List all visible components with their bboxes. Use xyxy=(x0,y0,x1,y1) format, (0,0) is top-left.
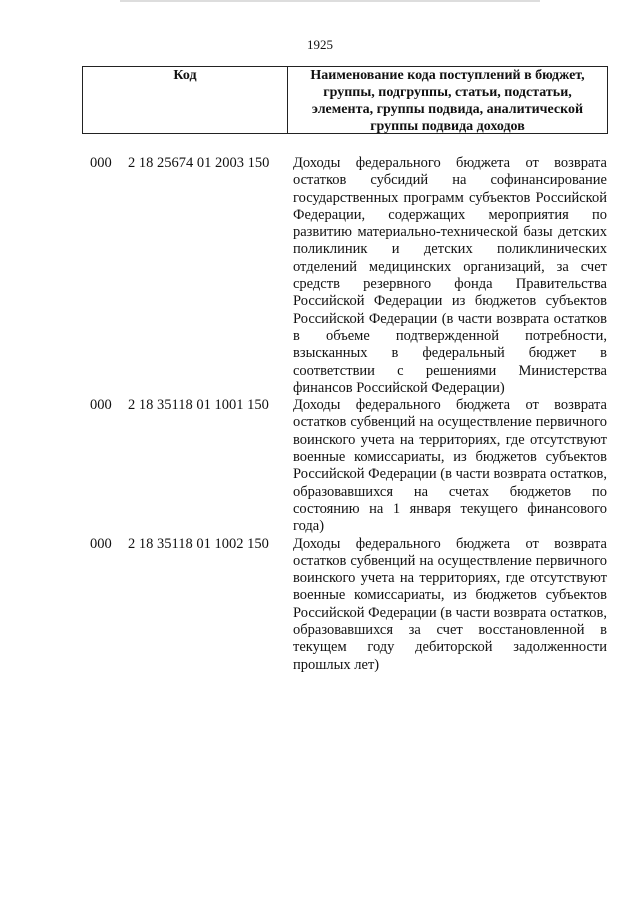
admin-code: 000 xyxy=(90,397,112,414)
revenue-name: Доходы федерального бюджета от возврата остатков субсидий на софинансирование государственных программ субъектов Российской Федерации, содержащих мероприятия по развитию материально-технической базы детских поликлиник и детских поликлинических отделений медицинских организаций, за счет средств резервного фонда Правительства Российской Федерации из бюджетов субъектов Российской Федерации (в части возврата остатков в объеме подтвержденной потребности, взысканных в федеральный бюджет в соответствии с решениями Министерства финансов Российской Федерации) xyxy=(293,155,607,396)
header-name-column: Наименование кода поступлений в бюджет, группы, подгруппы, статьи, подстатьи, элемента, группы подвида, аналитической группы подвида доходов xyxy=(310,68,585,134)
admin-code: 000 xyxy=(90,155,112,171)
revenue-name: Доходы федерального бюджета от возврата остатков субвенций на осуществление первичного воинского учета на территориях, где отсутствуют военные комиссариаты, из бюджетов субъектов Российской Федерации (в части возврата остатков, образовавшихся на счетах бюджетов по состоянию на 1 января текущего финансового года) xyxy=(293,397,607,535)
revenue-name: Доходы федерального бюджета от возврата остатков субвенций на осуществление первичного воинского учета на территориях, где отсутствуют военные комиссариаты, из бюджетов субъектов Российской Федерации (в части возврата остатков, образовавшихся за счет восстановленной в текущем году дебиторской задолженности прошлых лет) xyxy=(293,535,607,673)
header-code-column: Код xyxy=(83,67,288,133)
table-row xyxy=(90,155,610,397)
revenue-code: 2 18 25674 01 2003 150 xyxy=(128,155,270,171)
table-row xyxy=(90,397,610,535)
scan-top-edge xyxy=(120,0,540,2)
table-body xyxy=(90,155,610,674)
page-number: 1925 xyxy=(307,37,333,52)
revenue-code: 2 18 35118 01 1002 150 xyxy=(128,535,269,552)
table-header xyxy=(82,66,608,134)
admin-code: 000 xyxy=(90,535,112,552)
revenue-code: 2 18 35118 01 1001 150 xyxy=(128,397,269,414)
table-row xyxy=(90,536,610,674)
